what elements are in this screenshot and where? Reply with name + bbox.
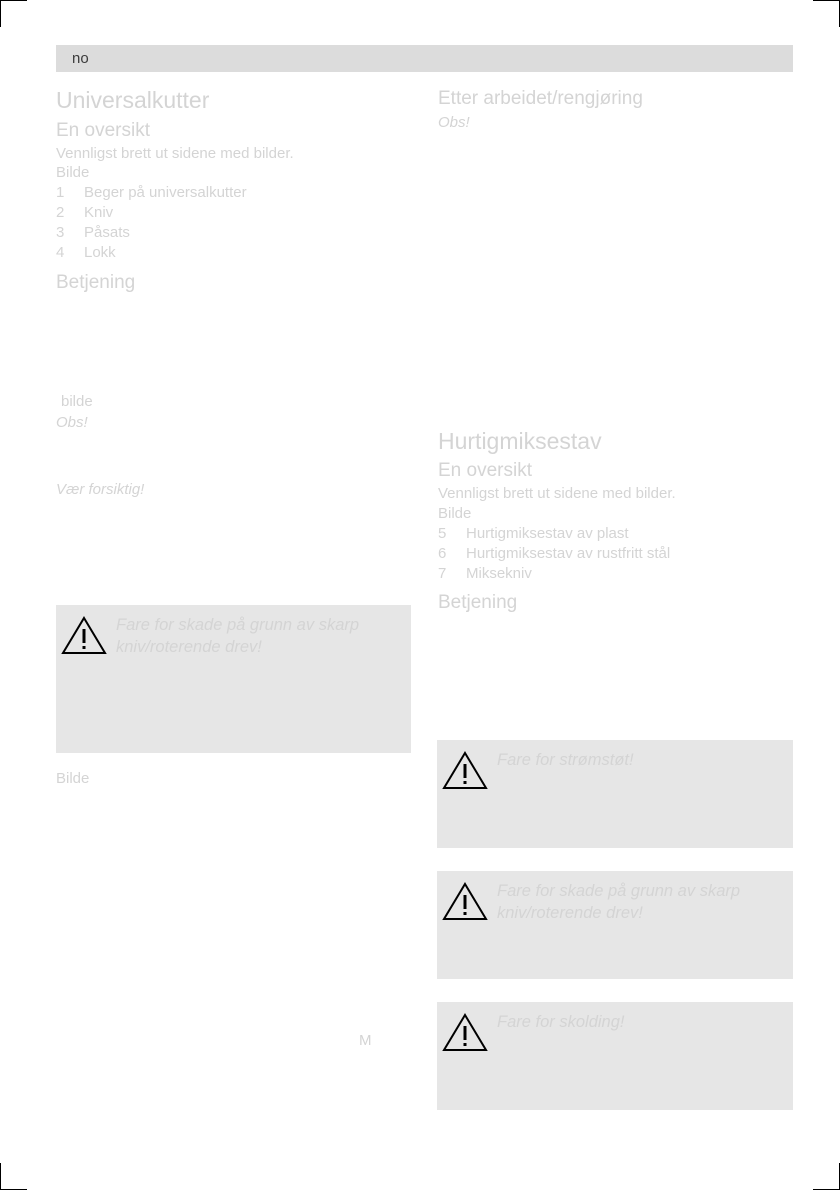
item-number: 5 [438,525,447,542]
margin-mark: M [359,1032,372,1049]
language-code: no [72,50,89,67]
parts-list-item [438,545,670,562]
overview-heading: En oversikt [56,120,150,141]
bilde-reference: bilde [61,393,93,410]
obs-note: Obs! [56,414,88,431]
warning-box [56,605,411,753]
parts-list-item [56,224,130,241]
crop-mark [0,1163,1,1190]
warning-text: Fare for skade på grunn av skarp kniv/roterende drev! [116,616,360,656]
warning-text: Fare for strømstøt! [497,751,634,769]
warning-text: Fare for skolding! [497,1013,625,1031]
careful-note: Vær forsiktig! [56,481,145,498]
bilde-reference: Bilde [56,770,90,787]
parts-list-item [438,565,532,582]
item-label: Kniv [84,204,114,221]
warning-triangle-icon [441,1012,489,1052]
crop-mark [0,0,1,27]
bilde-label: Bilde [56,164,90,181]
warning-triangle-icon [441,750,489,790]
warning-box [437,1002,793,1110]
section-title: Universalkutter [56,87,210,113]
crop-mark [813,0,840,1]
warning-box [437,871,793,979]
obs-note: Obs! [438,114,470,131]
item-label: Hurtigmiksestav av rustfritt stål [466,545,671,562]
overview-text: Vennligst brett ut sidene med bilder. [56,145,294,162]
item-number: 2 [56,204,65,221]
warning-triangle-icon [60,615,108,655]
parts-list-item [56,244,116,261]
parts-list-item [438,525,629,542]
item-number: 1 [56,184,65,201]
item-label: Påsats [84,224,130,241]
overview-text: Vennligst brett ut sidene med bilder. [438,485,676,502]
crop-mark [0,0,27,1]
operation-heading: Betjening [56,272,136,293]
warning-triangle-icon [441,881,489,921]
warning-box [437,740,793,848]
parts-list-item [56,184,247,201]
item-label: Hurtigmiksestav av plast [466,525,629,542]
operation-heading: Betjening [438,592,518,613]
item-number: 3 [56,224,65,241]
after-work-heading: Etter arbeidet/rengjøring [438,88,643,109]
item-number: 6 [438,545,447,562]
section-title: Hurtigmiksestav [438,428,602,454]
item-label: Beger på universalkutter [84,184,247,201]
item-number: 4 [56,244,65,261]
parts-list-item [56,204,113,221]
item-number: 7 [438,565,447,582]
warning-text: Fare for skade på grunn av skarp kniv/roterende drev! [497,882,741,922]
item-label: Miksekniv [466,565,532,582]
overview-heading: En oversikt [438,460,532,481]
bilde-label: Bilde [438,505,472,522]
item-label: Lokk [84,244,116,261]
language-header-bar [56,45,793,72]
